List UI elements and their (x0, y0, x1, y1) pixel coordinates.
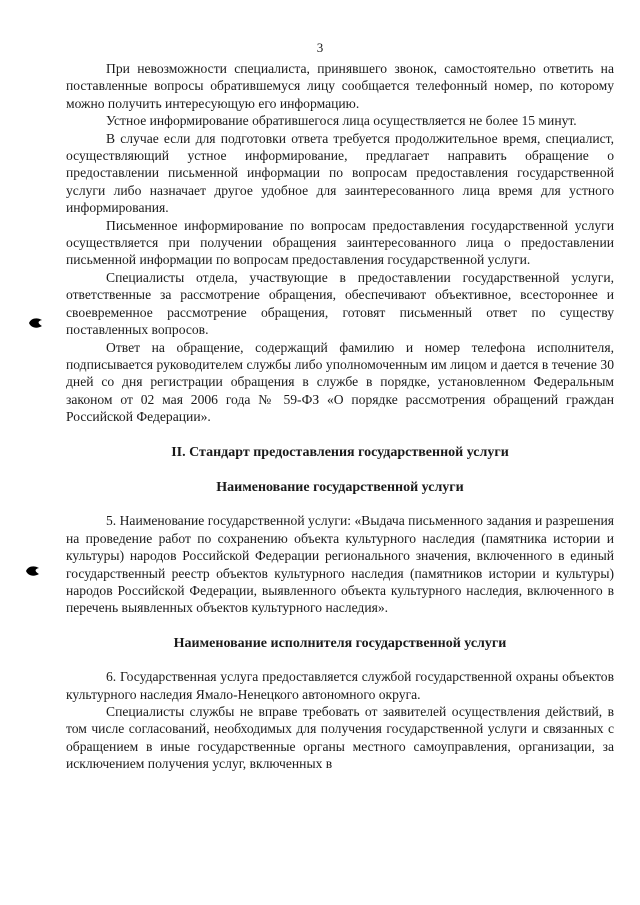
spacer (66, 496, 614, 512)
subsection-title-service-name: Наименование государственной услуги (216, 479, 464, 495)
margin-mark-icon (28, 317, 43, 329)
page-number: 3 (316, 40, 324, 55)
subsection-title-executor: Наименование исполнителя государственной услуги (173, 635, 507, 651)
paragraph-unavailable-specialist: При невозможности специалиста, принявшего звонок, самостоятельно ответить на поставленные вопросы обратившемуся лицу сообщается телефонный номер, по которому можно получить интересующую его информацию. (66, 61, 614, 111)
paragraph-department-specialists: Специалисты отдела, участвующие в предоставлении государственной услуги, ответственные за рассмотрение обращения, обеспечивают объективное, всестороннее и своевременное рассмотрение обращения, готовят письменный ответ по существу поставленных вопросов. (66, 269, 614, 338)
document-body (66, 60, 614, 773)
paragraph-specialists-restrictions: Специалисты службы не вправе требовать от заявителей осуществления действий, в том числе согласований, необходимых для получения государственной услуги и связанных с обращением в иные государственные органы местного самоуправления, организации, за исключением получения услуг, включенных в (66, 704, 614, 772)
paragraph-oral-duration: Устное информирование обратившегося лица осуществляется не более 15 минут. (106, 113, 577, 129)
paragraph-written-info: Письменное информирование по вопросам предоставления государственной услуги осуществляется при получении обращения заинтересованного лица о предоставлении письменной информации по вопросам предоставления государственной услуги. (66, 217, 614, 268)
paragraph-response-signing: Ответ на обращение, содержащий фамилию и номер телефона исполнителя, подписывается руководителем службы либо уполномоченным им лицом и дается в течение 30 дней со дня регистрации обращения в службе в порядке, установленном Федеральным законом от 02 мая 2006 года № 59-ФЗ «О порядке рассмотрения обращений граждан Российской Федерации». (66, 339, 614, 425)
section-title: II. Стандарт предоставления государственной услуги (171, 444, 509, 460)
paragraph-service-name: 5. Наименование государственной услуги: «Выдача письменного задания и разрешения на проведение работ по сохранению объекта культурного наследия (памятника истории и культуры) народов Российской Федерации регионального значения, включенного в единый государственный реестр объектов культурного наследия (памятников истории и культуры) народов Российской Федерации, выявленного объекта культурного наследия, включенного в перечень выявленных объектов культурного наследия». (66, 513, 614, 616)
paragraph-long-preparation: В случае если для подготовки ответа требуется продолжительное время, специалист, осуществляющий устное информирование, предлагает направить обращение о предоставлении письменной информации по вопросам предоставления государственной услуги либо назначает другое удобное для заинтересованного лица время для устного информирования. (66, 130, 614, 216)
spacer (66, 652, 614, 668)
paragraph-executor: 6. Государственная услуга предоставляется службой государственной охраны объектов культурного наследия Ямало-Ненецкого автономного округа. (66, 669, 614, 702)
margin-mark-icon (25, 565, 40, 577)
